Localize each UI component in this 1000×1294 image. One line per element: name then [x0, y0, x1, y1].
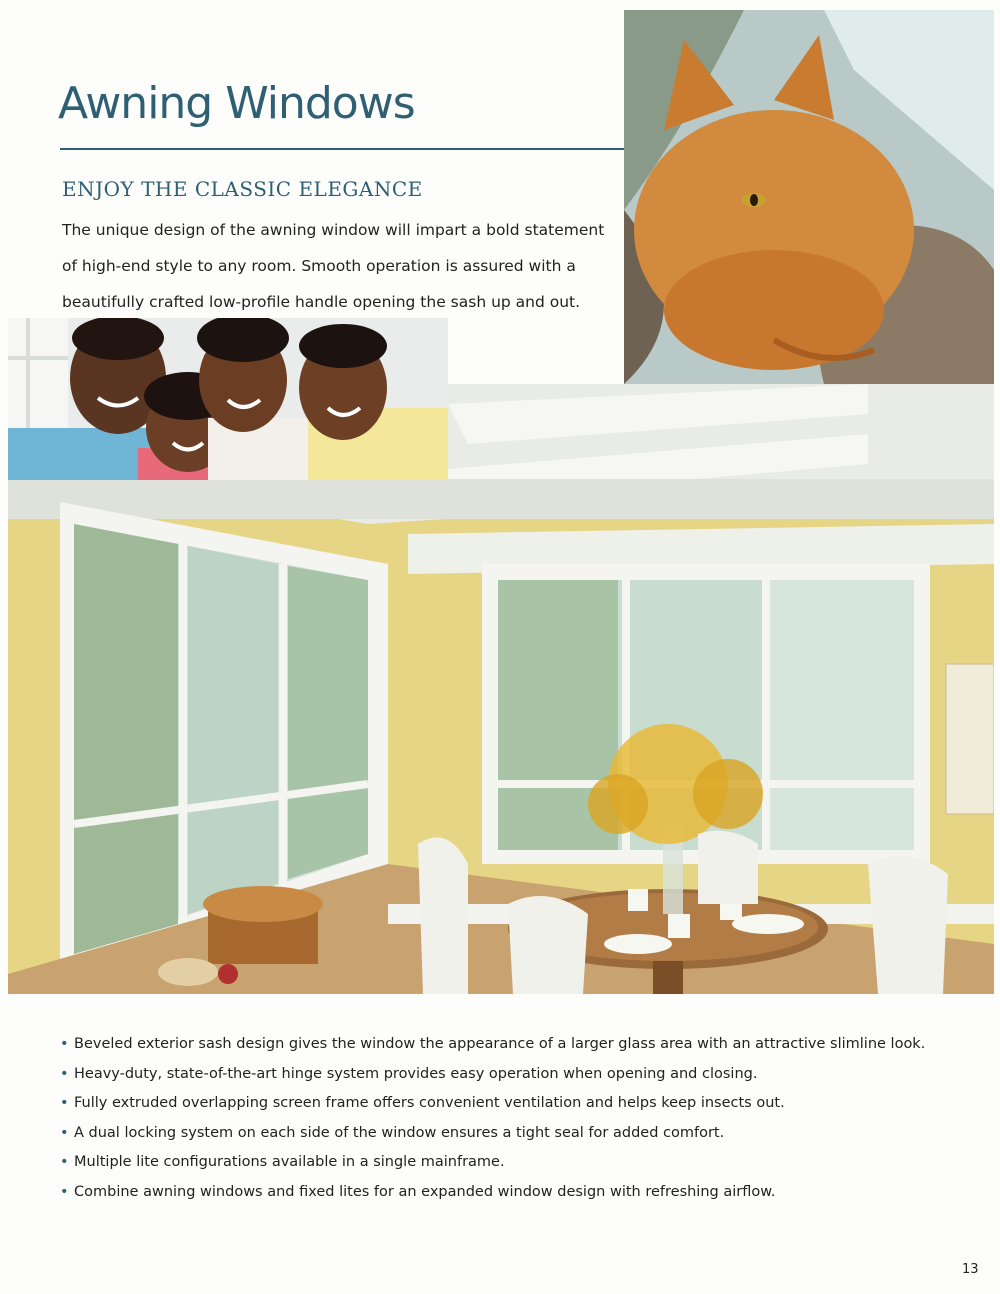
feature-item: • Heavy-duty, state-of-the-art hinge system provides easy operation when opening and closing.	[60, 1060, 940, 1090]
subheading: ENJOY THE CLASSIC ELEGANCE	[62, 177, 423, 201]
page-number: 13	[962, 1262, 979, 1277]
feature-item: • Multiple lite configurations available in a single mainframe.	[60, 1148, 940, 1178]
feature-item: • Combine awning windows and fixed lites for an expanded window design with refreshing airflow.	[60, 1178, 940, 1208]
family-photo	[8, 318, 448, 480]
title-divider	[60, 148, 626, 150]
page-title: Awning Windows	[58, 78, 415, 129]
feature-item: • A dual locking system on each side of the window ensures a tight seal for added comfort.	[60, 1119, 940, 1149]
cat-photo	[624, 10, 994, 384]
feature-item: • Fully extruded overlapping screen frame offers convenient ventilation and helps keep insects out.	[60, 1089, 940, 1119]
feature-item: • Beveled exterior sash design gives the window the appearance of a larger glass area with an attractive slimline look.	[60, 1030, 940, 1060]
feature-list	[60, 1030, 940, 1207]
intro-paragraph: The unique design of the awning window will impart a bold statement of high-end style to any room. Smooth operation is assured with a beautifully crafted low-profile handle opening the sash up and out.	[62, 221, 605, 311]
